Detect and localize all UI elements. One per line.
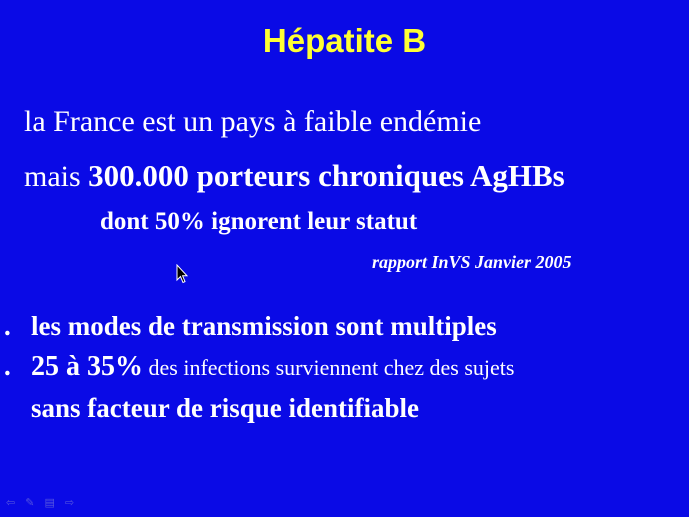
menu-icon[interactable]: ▤ bbox=[44, 496, 55, 509]
bullet-continuation: sans facteur de risque identifiable bbox=[31, 393, 420, 423]
slideshow-nav bbox=[6, 496, 74, 509]
slide-title: Hépatite B bbox=[262, 22, 427, 59]
arrow-right-icon[interactable]: ⇨ bbox=[64, 496, 75, 509]
unaware-line: dont 50% ignorent leur statut bbox=[100, 208, 418, 235]
bullet-transmission bbox=[4, 311, 497, 342]
intro-line: la France est un pays à faible endémie bbox=[24, 105, 482, 138]
carriers-count: 300.000 porteurs chroniques AgHBs bbox=[88, 158, 565, 193]
bullet-text: les modes de transmission sont multiples bbox=[31, 311, 497, 341]
bullet-infections bbox=[4, 351, 514, 383]
bullet-marker: . bbox=[4, 311, 11, 341]
bullet-percent: 25 à 35% bbox=[31, 351, 143, 382]
carriers-prefix: mais bbox=[24, 160, 89, 193]
arrow-left-icon[interactable]: ⇦ bbox=[6, 496, 16, 509]
source-citation: rapport InVS Janvier 2005 bbox=[372, 252, 572, 272]
carriers-line bbox=[24, 158, 565, 194]
mouse-cursor-icon bbox=[176, 264, 188, 284]
pen-icon[interactable]: ✎ bbox=[25, 496, 35, 509]
bullet-text: des infections surviennent chez des sujets bbox=[143, 355, 515, 380]
bullet-marker: . bbox=[4, 351, 11, 381]
